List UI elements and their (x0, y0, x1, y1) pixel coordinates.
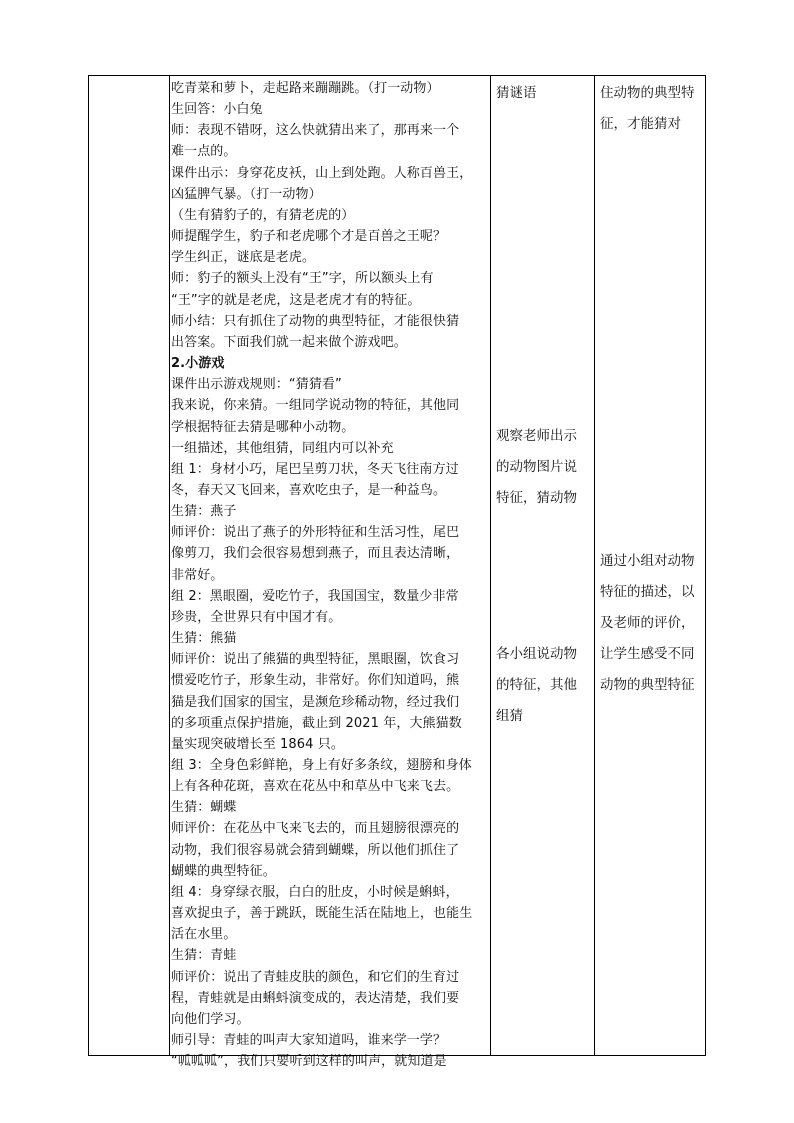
text-line: 师评价：说出了燕子的外形特征和生活习性，尾巴 (171, 525, 460, 541)
teaching-process-column (169, 76, 490, 1072)
student-activity-block (496, 421, 577, 514)
text-line: 生猜：燕子 (171, 504, 237, 520)
text-line: 课件出示：身穿花皮袄，山上到处跑。人称百兽王， (171, 165, 473, 181)
student-activity-line: 猜谜语 (496, 85, 537, 101)
text-line: 生猜：熊猫 (171, 631, 237, 647)
text-line: 像剪刀，我们会很容易想到燕子，而且表达清晰， (171, 546, 460, 562)
design-intent-line: 及老师的评价， (600, 615, 695, 631)
text-line: 珍贵，全世界只有中国才有。 (171, 609, 342, 625)
text-line: 师提醒学生，豹子和老虎哪个才是百兽之王呢？ (171, 229, 447, 245)
text-line: 的多项重点保护措施，截止到 2021 年，大熊猫数 (171, 715, 462, 731)
student-activity-line: 各小组说动物 (496, 646, 577, 662)
text-line: 凶猛脾气暴。（打一动物） (171, 186, 322, 202)
text-line: 组 3：全身色彩鲜艳，身上有好多条纹，翅膀和身体 (171, 758, 472, 773)
text-line: 吃青菜和萝卜，走起路来蹦蹦跳。（打一动物） (171, 81, 440, 96)
text-line: 组 1：身材小巧，尾巴呈剪刀状，冬天飞往南方过 (171, 461, 459, 477)
student-activity-line: 组猜 (496, 708, 523, 724)
text-line: 生猜：青蛙 (171, 948, 237, 964)
design-intent-line: 住动物的典型特 (600, 85, 695, 101)
student-activity-line: 观察老师出示 (496, 428, 577, 444)
text-line: 师小结：只有抓住了动物的典型特征，才能很快猜 (171, 313, 460, 329)
text-line: 学根据特征去猜是哪种小动物。 (171, 419, 355, 435)
text-line: 师评价：说出了青蛙皮肤的颜色，和它们的生育过 (171, 969, 460, 985)
text-line: 活在水里。 (171, 927, 237, 943)
text-line: （生有猜豹子的，有猜老虎的） (171, 207, 355, 223)
lesson-plan-table (88, 75, 706, 1070)
text-line: 师评价：在花丛中飞来飞去的，而且翅膀很漂亮的 (171, 821, 460, 837)
text-line: 量实现突破增长至 1864 只。 (171, 736, 344, 752)
text-line: 上有各种花斑，喜欢在花丛中和草丛中飞来飞去。 (171, 779, 460, 795)
text-line: 生回答：小白兔 (171, 102, 263, 118)
design-intent-column (594, 76, 707, 1055)
design-intent-line: 特征的描述，以 (600, 584, 695, 600)
text-line: 蝴蝶的典型特征。 (171, 863, 276, 879)
text-line: 一组描述，其他组猜，同组内可以补充 (171, 440, 394, 456)
design-intent-block (600, 78, 695, 140)
student-activity-block (496, 78, 537, 109)
text-line: 非常好。 (171, 567, 224, 583)
text-line: 动物，我们很容易就会猜到蝴蝶，所以他们抓住了 (171, 842, 460, 858)
text-line: 我来说，你来猜。一组同学说动物的特征，其他同 (171, 398, 460, 414)
text-line: 师评价：说出了熊猫的典型特征，黑眼圈，饮食习 (171, 652, 460, 668)
text-line: “呱呱呱”，我们只要听到这样的叫声，就知道是 (171, 1054, 447, 1070)
text-line: 组 4：身穿绿衣服，白白的肚皮，小时候是蝌蚪， (171, 884, 459, 900)
text-line: 冬，春天又飞回来，喜欢吃虫子，是一种益鸟。 (171, 482, 447, 498)
text-line: 师：豹子的额头上没有“王”字，所以额头上有 (171, 271, 434, 287)
text-line: 课件出示游戏规则：“猜猜看” (171, 377, 342, 393)
text-line: 学生纠正，谜底是老虎。 (171, 250, 316, 266)
text-line: 程，青蛙就是由蝌蚪演变成的，表达清楚，我们要 (171, 990, 460, 1006)
student-activity-line: 的动物图片说 (496, 459, 577, 475)
text-line: 生猜：蝴蝶 (171, 800, 237, 816)
student-activity-line: 特征，猜动物 (496, 490, 577, 506)
text-line: 向他们学习。 (171, 1011, 250, 1027)
text-line: 猫是我们国家的国宝，是濒危珍稀动物，经过我们 (171, 694, 460, 710)
design-intent-line: 通过小组对动物 (600, 553, 695, 569)
student-activity-column (490, 76, 594, 1055)
design-intent-block (600, 546, 695, 701)
text-line: 组 2：黑眼圈，爱吃竹子，我国国宝，数量少非常 (171, 588, 459, 604)
text-line: 难一点的。 (171, 144, 237, 160)
design-intent-line: 动物的典型特征 (600, 677, 695, 693)
text-line: “王”字的就是老虎，这是老虎才有的特征。 (171, 292, 421, 308)
section-heading: 2.小游戏 (171, 356, 225, 372)
design-intent-line: 让学生感受不同 (600, 646, 695, 662)
text-line: 出答案。下面我们就一起来做个游戏吧。 (171, 334, 407, 350)
text-line: 师引导：青蛙的叫声大家知道吗，谁来学一学？ (171, 1033, 447, 1049)
student-activity-block (496, 639, 577, 732)
text-line: 惯爱吃竹子，形象生动，非常好。你们知道吗，熊 (171, 673, 460, 689)
design-intent-line: 征，才能猜对 (600, 116, 681, 132)
text-line: 喜欢捉虫子，善于跳跃，既能生活在陆地上，也能生 (171, 906, 473, 922)
text-line: 师：表现不错呀，这么快就猜出来了，那再来一个 (171, 123, 460, 139)
student-activity-line: 的特征，其他 (496, 677, 577, 693)
